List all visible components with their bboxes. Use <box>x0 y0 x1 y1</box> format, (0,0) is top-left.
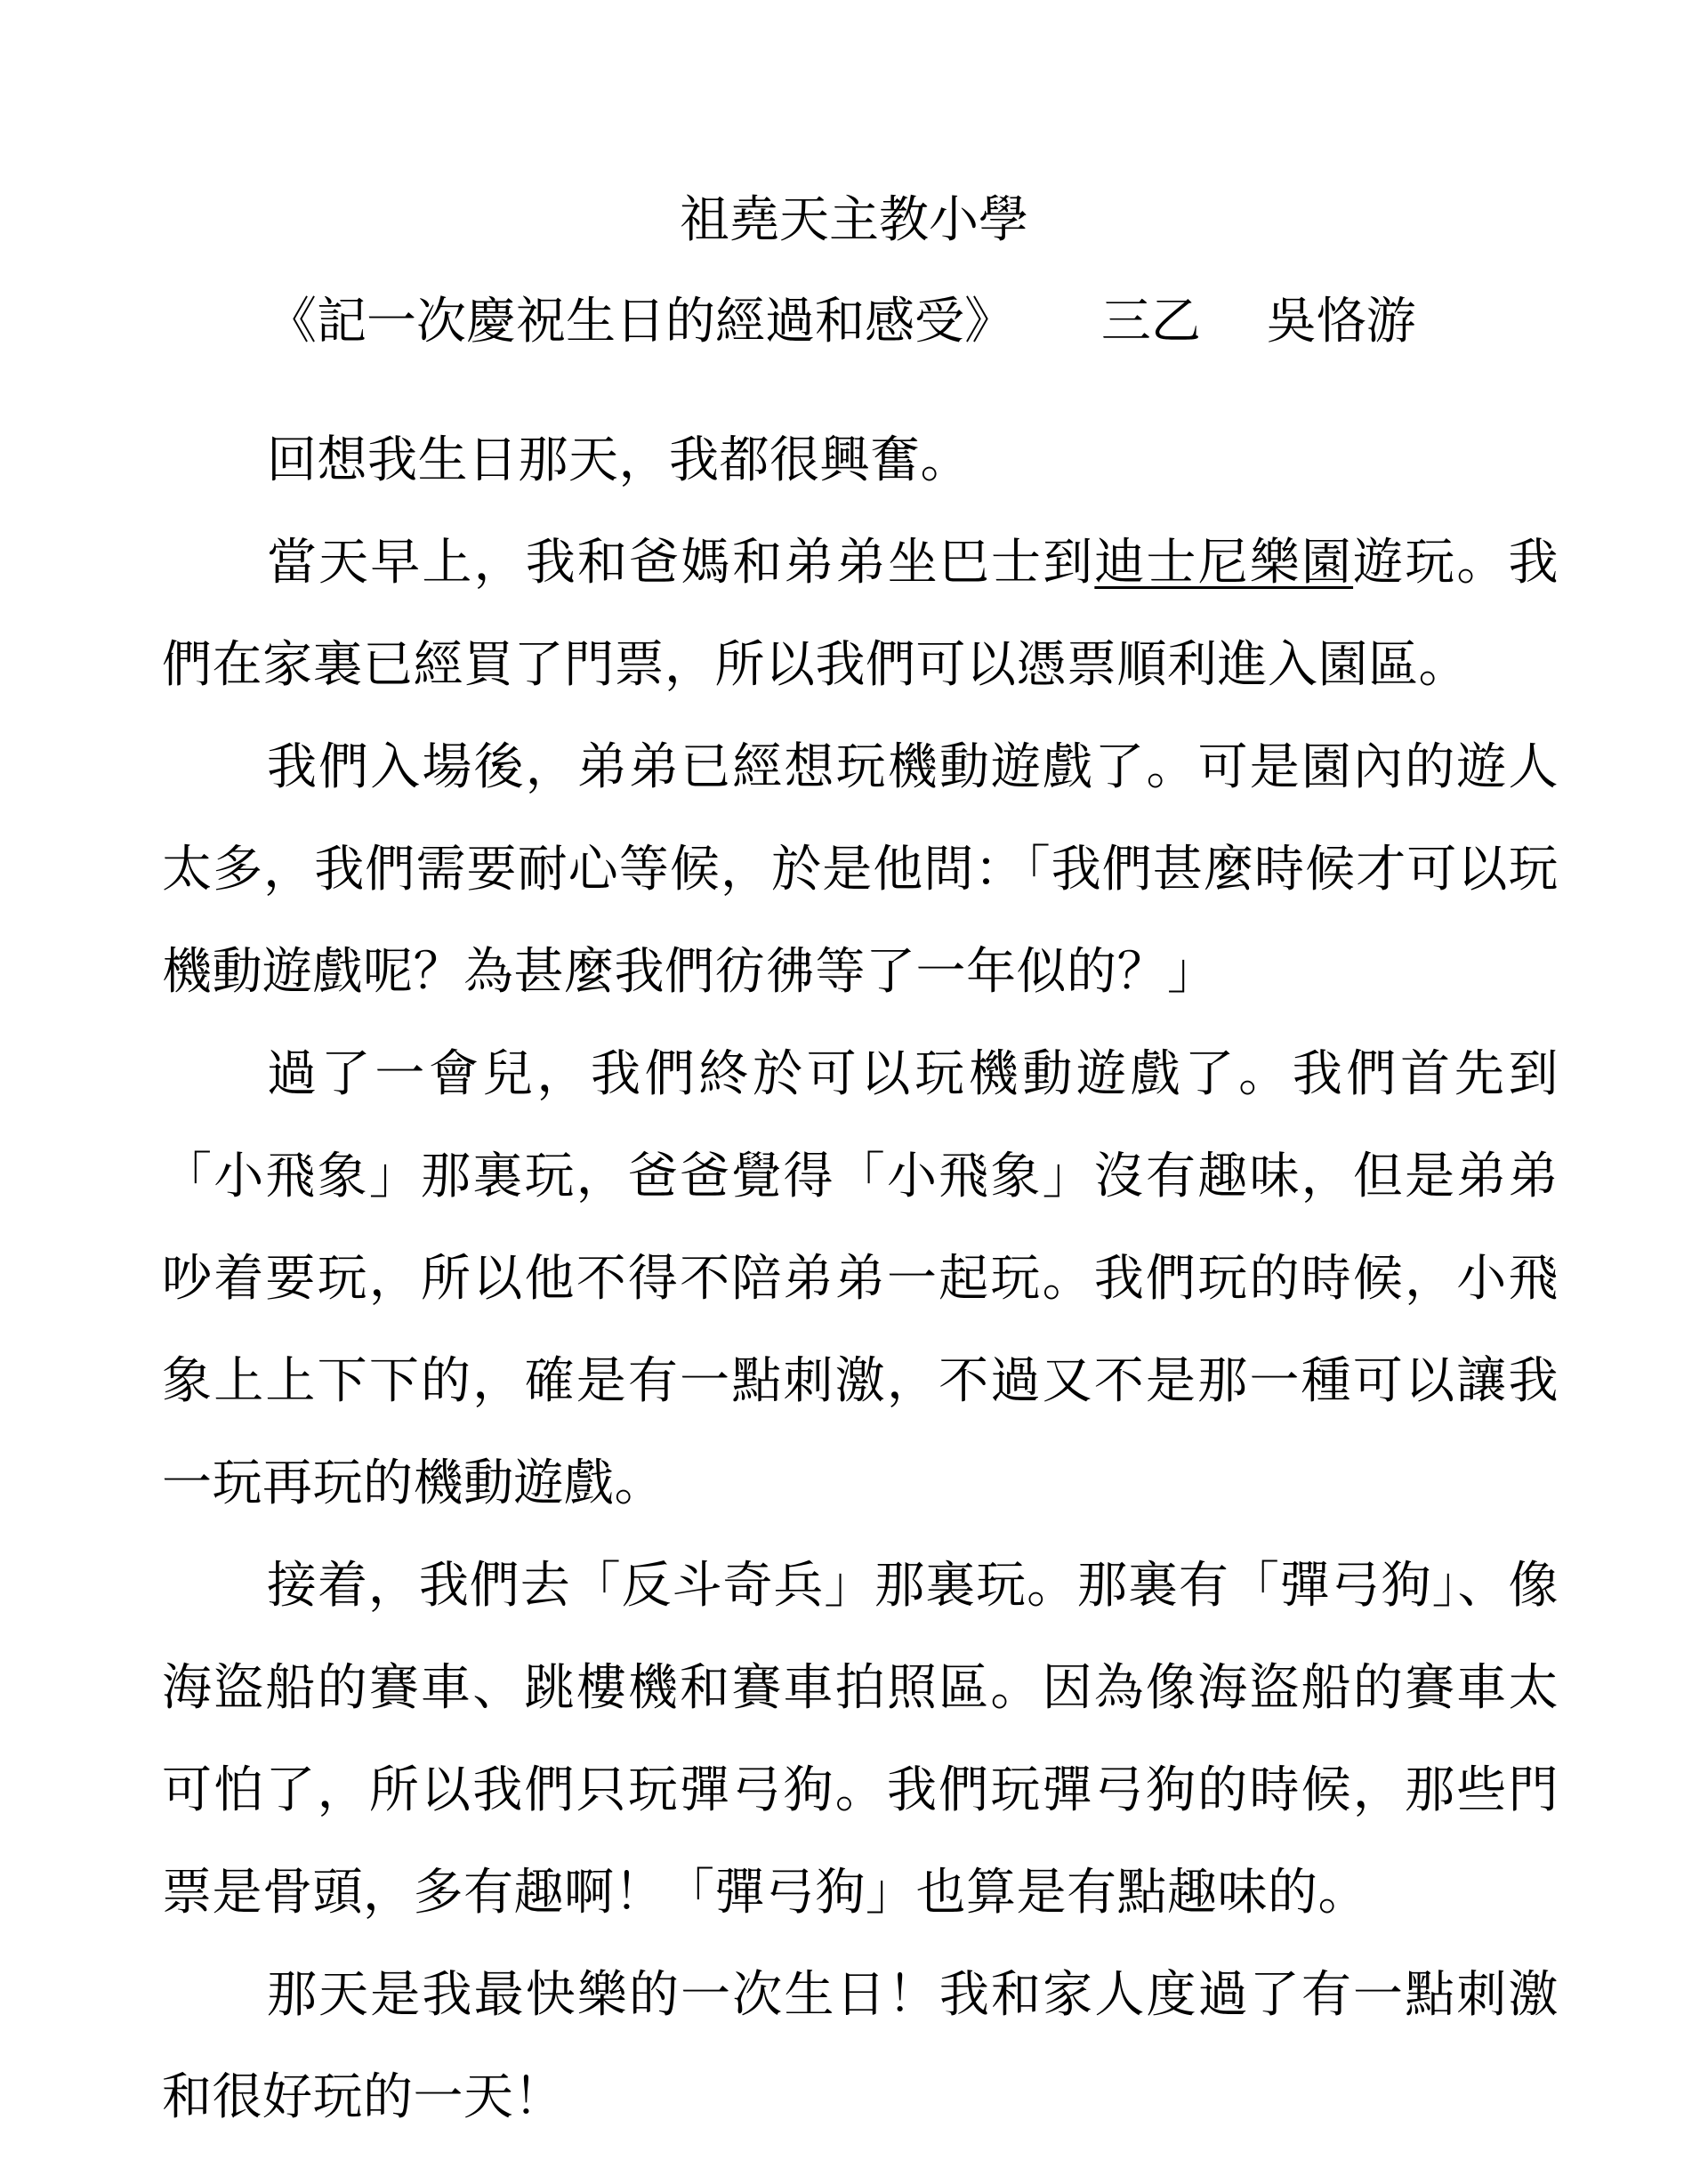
paragraph-2 <box>162 512 1559 716</box>
paragraph-2-before: 當天早上，我和爸媽和弟弟坐巴士到 <box>267 534 1095 592</box>
paragraph-5: 接着，我們去「反斗奇兵」那裏玩。那裏有「彈弓狗」、像海盜船的賽車、跳樓機和賽車拍照區。因為像海盜船的賽車太可怕了，所以我們只玩彈弓狗。我們玩彈弓狗的時候，那些門票是骨頭，多有趣啊！「彈弓狗」也算是有點趣味的。 <box>162 1557 1559 1922</box>
essay-body <box>162 409 1559 2148</box>
class-name: 三乙 <box>1100 293 1201 351</box>
paragraph-1: 回想我生日那天，我都很興奮。 <box>267 431 971 489</box>
place-name-disneyland: 迪士尼樂園 <box>1094 534 1354 592</box>
paragraph-2-after: 遊玩。我們在家裏已經買了門票，所以我們可以憑票順利進入園區。 <box>162 534 1559 694</box>
essay-title-line <box>267 286 1512 358</box>
paragraph-3: 我們入場後，弟弟已經想玩機動遊戲了。可是園內的遊人太多，我們需要耐心等候，於是他問：「我們甚麼時候才可以玩機動遊戲呢？為甚麼我們彷彿等了一年似的？」 <box>162 738 1559 1001</box>
author-name: 吳恪游 <box>1266 293 1416 351</box>
paragraph-4: 過了一會兒，我們終於可以玩機動遊戲了。我們首先到「小飛象」那裏玩，爸爸覺得「小飛象」沒有趣味，但是弟弟吵着要玩，所以他不得不陪弟弟一起玩。我們玩的時候，小飛象上上下下的，確是有一點刺激，不過又不是那一種可以讓我一玩再玩的機動遊戲。 <box>162 1045 1559 1512</box>
paragraph-6: 那天是我最快樂的一次生日！我和家人度過了有一點刺激和很好玩的一天！ <box>162 1966 1559 2126</box>
essay-title: 《記一次慶祝生日的經過和感受》 <box>267 293 1014 351</box>
school-name: 祖堯天主教小學 <box>680 191 1028 249</box>
